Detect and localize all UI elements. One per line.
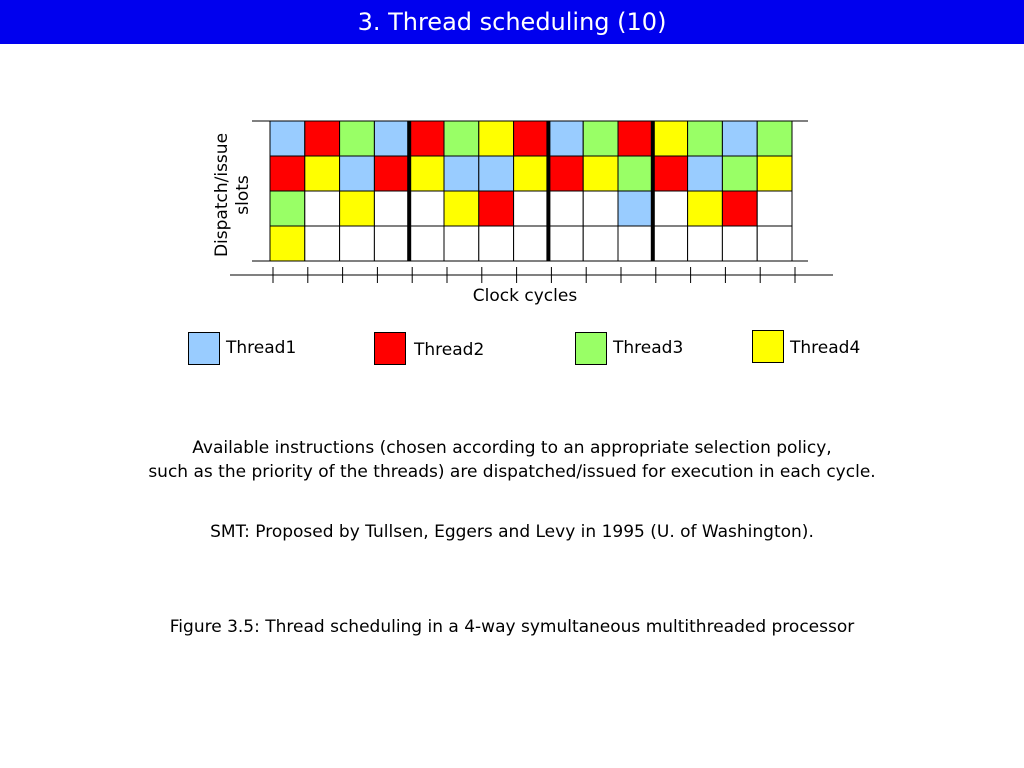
slot-cell bbox=[618, 121, 653, 156]
slot-cell bbox=[409, 226, 444, 261]
slot-cell bbox=[722, 121, 757, 156]
legend-label-thread2: Thread2 bbox=[414, 340, 485, 360]
legend-swatch-thread2 bbox=[374, 332, 406, 365]
slot-cell bbox=[479, 226, 514, 261]
legend-swatch-thread1 bbox=[188, 332, 220, 365]
slot-cell bbox=[757, 121, 792, 156]
slot-cell bbox=[653, 191, 688, 226]
legend-swatch-thread4 bbox=[752, 330, 784, 363]
slot-cell bbox=[444, 226, 479, 261]
slot-cell bbox=[514, 226, 549, 261]
figure-caption: Figure 3.5: Thread scheduling in a 4-way symultaneous multithreaded processor bbox=[169, 617, 855, 637]
slot-cell bbox=[444, 156, 479, 191]
slot-cell bbox=[583, 226, 618, 261]
slot-cell bbox=[409, 121, 444, 156]
slot-cell bbox=[270, 191, 305, 226]
thread-scheduling-grid bbox=[0, 0, 1024, 330]
legend-swatch-thread3 bbox=[575, 332, 607, 365]
slot-cell bbox=[305, 191, 340, 226]
slot-cell bbox=[583, 156, 618, 191]
slot-cell bbox=[340, 226, 375, 261]
slot-cell bbox=[340, 156, 375, 191]
legend-label-thread1: Thread1 bbox=[226, 338, 297, 358]
description-text: Available instructions (chosen according to an appropriate selection policy, such as the priority of the threads) are dispatched/issued for execution in each cycle. bbox=[148, 438, 876, 482]
slot-cell bbox=[653, 156, 688, 191]
slot-cell bbox=[722, 226, 757, 261]
slot-cell bbox=[479, 191, 514, 226]
slot-cell bbox=[548, 226, 583, 261]
slot-cell bbox=[374, 121, 409, 156]
slot-cell bbox=[409, 156, 444, 191]
slot-cell bbox=[618, 191, 653, 226]
slot-cell bbox=[548, 191, 583, 226]
slot-cell bbox=[374, 226, 409, 261]
slot-cell bbox=[583, 121, 618, 156]
slot-cell bbox=[514, 121, 549, 156]
legend-label-thread3: Thread3 bbox=[613, 338, 684, 358]
slot-cell bbox=[444, 191, 479, 226]
slot-cell bbox=[722, 191, 757, 226]
slot-cell bbox=[444, 121, 479, 156]
slot-cell bbox=[374, 156, 409, 191]
slot-cell bbox=[514, 191, 549, 226]
slide-title: 3. Thread scheduling (10) bbox=[0, 0, 1024, 44]
slot-cell bbox=[653, 226, 688, 261]
slot-cell bbox=[688, 121, 723, 156]
slot-cell bbox=[688, 226, 723, 261]
slot-cell bbox=[688, 191, 723, 226]
y-axis-label: Dispatch/issue slots bbox=[212, 132, 253, 258]
slot-cell bbox=[757, 156, 792, 191]
slot-cell bbox=[653, 121, 688, 156]
slot-cell bbox=[757, 226, 792, 261]
slot-cell bbox=[548, 156, 583, 191]
slot-cell bbox=[305, 226, 340, 261]
slot-cell bbox=[270, 121, 305, 156]
slot-cell bbox=[340, 191, 375, 226]
slot-cell bbox=[757, 191, 792, 226]
slot-cell bbox=[722, 156, 757, 191]
slot-cell bbox=[514, 156, 549, 191]
slot-cell bbox=[688, 156, 723, 191]
legend-label-thread4: Thread4 bbox=[790, 338, 861, 358]
smt-note: SMT: Proposed by Tullsen, Eggers and Levy in 1995 (U. of Washington). bbox=[210, 522, 814, 542]
slot-cell bbox=[409, 191, 444, 226]
slot-cell bbox=[374, 191, 409, 226]
slot-cell bbox=[340, 121, 375, 156]
slot-cell bbox=[305, 121, 340, 156]
slot-cell bbox=[618, 156, 653, 191]
slot-cell bbox=[583, 191, 618, 226]
slot-cell bbox=[479, 156, 514, 191]
slot-cell bbox=[479, 121, 514, 156]
slot-cell bbox=[270, 226, 305, 261]
slot-cell bbox=[618, 226, 653, 261]
slot-cell bbox=[305, 156, 340, 191]
slot-cell bbox=[548, 121, 583, 156]
slot-cell bbox=[270, 156, 305, 191]
x-axis-label: Clock cycles bbox=[472, 286, 578, 306]
